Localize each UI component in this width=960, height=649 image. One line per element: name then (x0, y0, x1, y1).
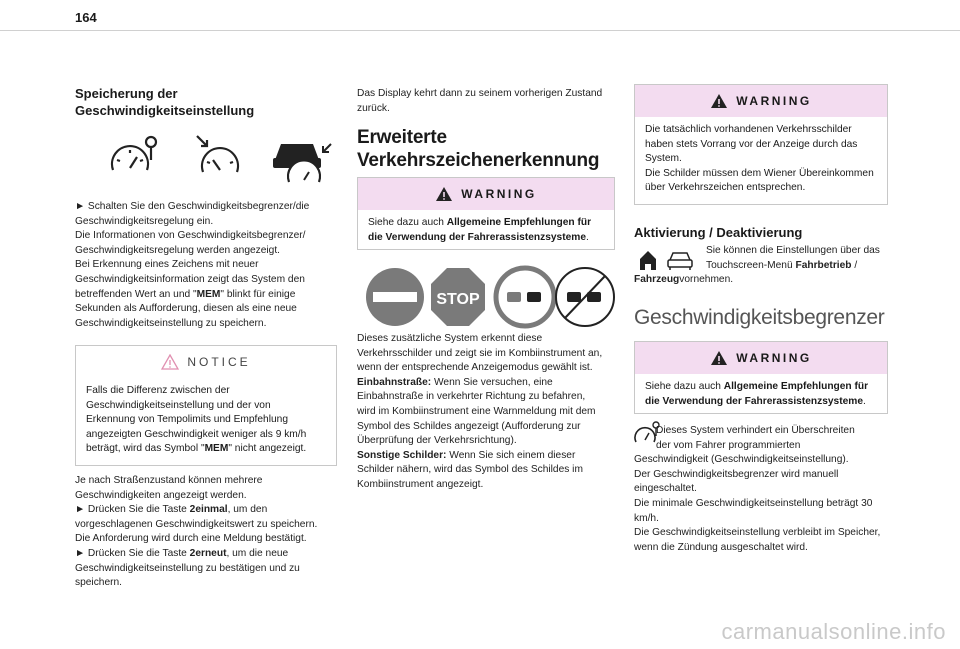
display-returns-text (357, 87, 615, 116)
warning-title: WARNING (736, 94, 812, 108)
speed-limit-memory-icon (112, 137, 156, 170)
notice-title: NOTICE (187, 355, 251, 369)
text-line: haben stets Vorrang vor der Anzeige durch das (645, 138, 858, 150)
speed-arrow-icon (197, 136, 238, 172)
no-overtaking-sign (496, 268, 554, 326)
warning-body (358, 210, 614, 253)
warning-header (635, 85, 887, 117)
top-rule (0, 30, 960, 31)
text-line: Geschwindigkeitseinstellung und der von (86, 399, 271, 411)
text-line: ► Schalten Sie den Geschwindigkeitsbegrenzer/die (75, 201, 310, 212)
text-line: Kombiinstrument angezeigt. (357, 478, 484, 490)
text-line: ► Drücken Sie die Taste 2erneut, um die neue (75, 547, 289, 559)
text-line: Sie können die Einstellungen über das (706, 245, 880, 256)
sign-recognition-body (357, 332, 615, 493)
warning-title: WARNING (461, 187, 537, 201)
text-line: Die Schilder müssen dem Wiener Übereinkommen (645, 167, 874, 179)
watermark: carmanualsonline.info (721, 619, 946, 644)
heading-line: Verkehrszeichenerkennung (357, 150, 600, 171)
car-speed-icon (273, 144, 331, 182)
activation-text (634, 244, 888, 288)
text-line: Falls die Differenz zwischen der (86, 385, 230, 396)
heading-activation: Aktivierung / Deaktivierung (634, 225, 803, 240)
text-line: Der Geschwindigkeitsbegrenzer wird manuell (634, 468, 839, 480)
text-line: betreffenden Wert an und "MEM" blinkt für einige (75, 288, 296, 300)
text-line: zurück. (357, 102, 390, 114)
text-line: Symbol des Schildes angezeigt (Aufforderung zur (357, 420, 581, 432)
heading-line: Erweiterte (357, 127, 447, 148)
text-line: Geschwindigkeitsregelung werden angezeigt. (75, 244, 281, 256)
text-line: eingeschaltet. (634, 483, 697, 495)
text-line: wenn die Zündung ausgeschaltet wird. (634, 541, 808, 553)
text-line: Überprüfung der Verkehrsrichtung). (357, 435, 517, 447)
text-line: Geschwindigkeitseinstellung zu bestätigen und zu (75, 562, 300, 574)
warning-body (635, 374, 887, 417)
no-entry-sign (366, 268, 424, 326)
text-line: angezeigten Geschwindigkeit weniger als 9 km/h (86, 428, 307, 440)
text-line: Geschwindigkeitsregelung ein. (75, 215, 214, 227)
text-line: Bei Erkennung eines Zeichens mit neuer (75, 259, 259, 271)
text-line: Siehe dazu auch Allgemeine Empfehlungen für (645, 381, 869, 392)
page-number: 164 (75, 10, 97, 25)
notice-triangle-icon (161, 354, 179, 370)
text-line: beträgt, wird das Symbol "MEM" nicht angezeigt. (86, 443, 307, 455)
text-line: Schilder nähern, wird das Symbol des Schildes im (357, 464, 583, 476)
text-line: Geschwindigkeitsinformation zeigt das System den (75, 273, 305, 285)
text-line: Einbahnstraße: Wenn Sie versuchen, eine (357, 376, 553, 388)
text-line: Geschwindigkeit (Geschwindigkeitseinstellung). (634, 454, 849, 466)
text-line: Einbahnstraße in verkehrter Richtung zu befahren, (357, 391, 586, 403)
text-line: Fahrzeugvornehmen. (634, 274, 734, 286)
speed-icons-row (103, 130, 343, 190)
text-line: Touchscreen-Menü Fahrbetrieb / (706, 259, 858, 271)
warning-header (358, 178, 614, 210)
warning-box-assist (357, 177, 615, 250)
heading-line: Geschwindigkeitseinstellung (75, 103, 255, 118)
notice-header (76, 346, 336, 378)
text-line: Die Geschwindigkeitseinstellung verbleibt im Speicher, (634, 527, 881, 539)
text-line: Dieses System verhindert ein Überschreiten (656, 425, 855, 436)
speed-limiter-body (634, 424, 888, 555)
heading-speed-memory (75, 85, 337, 119)
stop-sign (431, 268, 485, 326)
text-line: Erkennung von Tempolimits und Empfehlung (86, 414, 288, 426)
text-line: Siehe dazu auch Allgemeine Empfehlungen für (368, 217, 592, 228)
text-line: ► Drücken Sie die Taste 2einmal, um den (75, 504, 268, 516)
text-line: die Verwendung der Fahrerassistenzsysteme. (368, 231, 589, 243)
text-line: Die tatsächlich vorhandenen Verkehrsschilder (645, 124, 852, 135)
multiple-speeds-text (75, 474, 337, 591)
text-line: Das Display kehrt dann zu seinem vorherigen Zustand (357, 88, 603, 99)
text-line: die Verwendung der Fahrerassistenzsysteme. (645, 395, 866, 407)
warning-triangle-icon (710, 350, 728, 366)
notice-box (75, 345, 337, 466)
text-line: der vom Fahrer programmierten (656, 439, 801, 451)
text-line: Die Informationen von Geschwindigkeitsbegrenzer/ (75, 230, 306, 242)
warning-box-signs (634, 84, 888, 205)
stop-sign-text: STOP (436, 291, 480, 308)
text-line: Geschwindigkeitseinstellung zu speichern. (75, 317, 267, 329)
text-line: Je nach Straßenzustand können mehrere (75, 475, 263, 486)
warning-body (635, 117, 887, 204)
traffic-signs-row (363, 264, 615, 330)
heading-line: Speicherung der (75, 86, 178, 101)
text-line: vorgeschlagenen Geschwindigkeitswert zu speichern. (75, 518, 318, 530)
warning-header (635, 342, 887, 374)
warning-title: WARNING (736, 351, 812, 365)
speed-memory-instructions (75, 200, 337, 331)
text-line: Die minimale Geschwindigkeitseinstellung beträgt 30 (634, 497, 873, 509)
heading-speed-limiter: Geschwindigkeitsbegrenzer (634, 306, 885, 329)
text-line: Verkehrsschilder und zeigt sie im Kombiinstrument an, (357, 347, 603, 359)
text-line: km/h. (634, 512, 659, 524)
text-line: wird im Kombiinstrument eine Warnmeldung mit dem (357, 405, 596, 417)
text-line: Dieses zusätzliche System erkennt diese (357, 333, 543, 344)
warning-triangle-icon (435, 186, 453, 202)
text-line: Sonstige Schilder: Wenn Sie sich einem dieser (357, 449, 576, 461)
text-line: über Verkehrszeichen entsprechen. (645, 182, 806, 194)
warning-box-limiter (634, 341, 888, 414)
warning-triangle-icon (710, 93, 728, 109)
text-line: Die Anforderung wird durch eine Meldung bestätigt. (75, 533, 307, 545)
text-line: Sekunden als Aufforderung, diesen als eine neue (75, 303, 297, 315)
text-line: System. (645, 153, 682, 165)
text-line: speichern. (75, 577, 123, 589)
heading-sign-recognition (357, 126, 615, 172)
notice-body (76, 378, 336, 465)
end-no-overtaking-sign (556, 268, 614, 326)
text-line: Geschwindigkeiten angezeigt werden. (75, 489, 247, 501)
text-line: wenn der entsprechende Anzeigemodus gewählt ist. (357, 362, 593, 374)
